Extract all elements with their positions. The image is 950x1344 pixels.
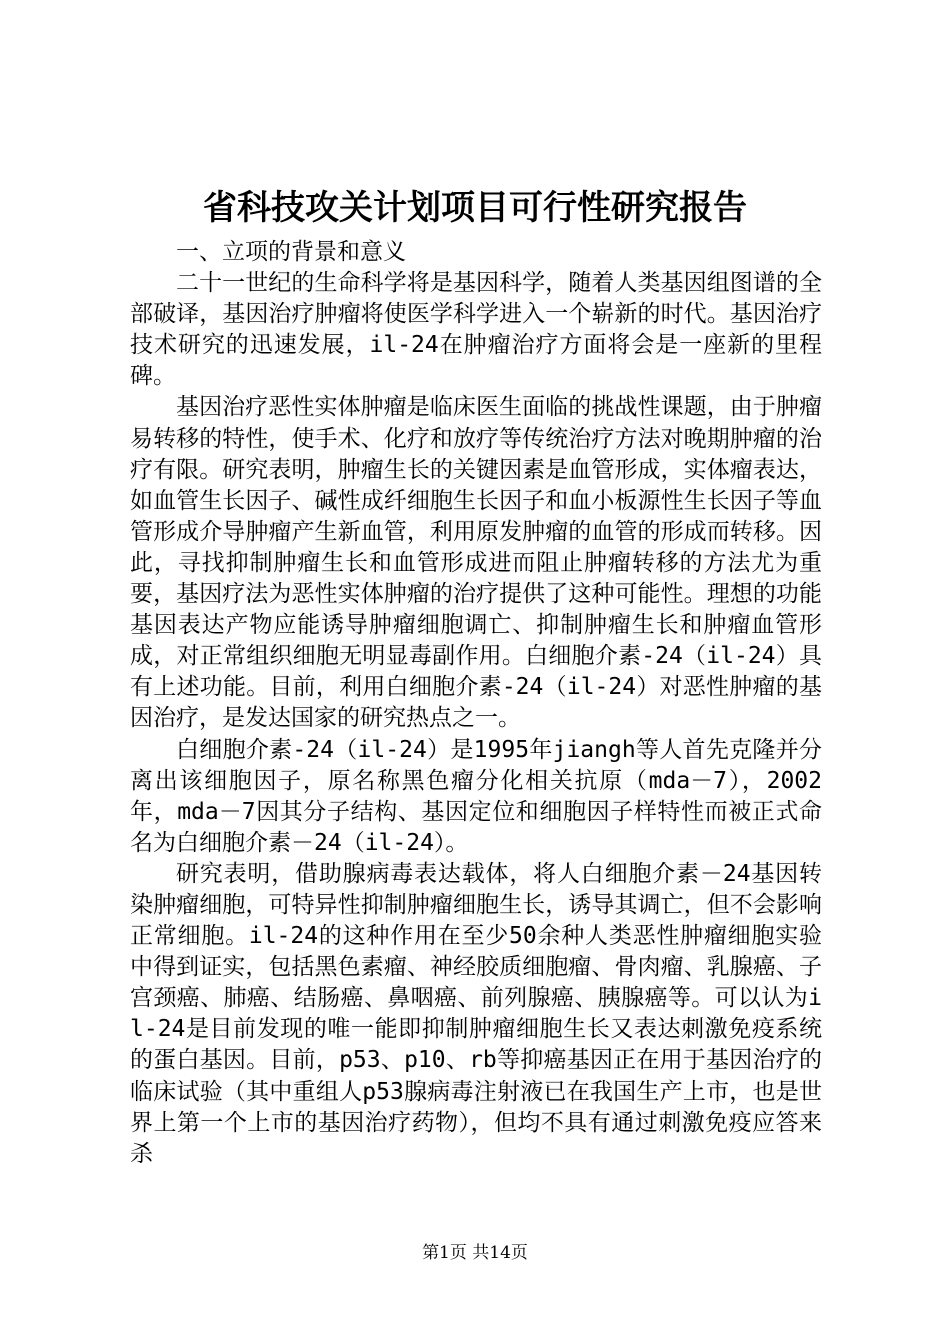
page-footer: 第1页 共14页 — [422, 1243, 528, 1263]
paragraph-1: 二十一世纪的生命科学将是基因科学，随着人类基因组图谱的全部破译，基因治疗肿瘤将使医学科学进入一个崭新的时代。基因治疗技术研究的迅速发展，il-24在肿瘤治疗方面将会是一座新的里程碑。 — [130, 270, 822, 390]
section-heading: 一、立项的背景和意义 — [176, 239, 406, 265]
paragraph-4: 研究表明，借助腺病毒表达载体，将人白细胞介素－24基因转染肿瘤细胞，可特异性抑制肿瘤细胞生长，诱导其调亡，但不会影响正常细胞。il-24的这种作用在至少50余种人类恶性肿瘤细胞实验中得到证实，包括黑色素瘤、神经胶质细胞瘤、骨肉瘤、乳腺癌、子宫颈癌、肺癌、结肠癌、鼻咽癌、前列腺癌、胰腺癌等。可以认为il-24是目前发现的唯一能即抑制肿瘤细胞生长又表达刺激免疫系统的蛋白基因。目前，p53、p10、rb等抑癌基因正在用于基因治疗的临床试验（其中重组人p53腺病毒注射液已在我国生产上市，也是世界上第一个上市的基因治疗药物），但均不具有通过刺激免疫应答来杀 — [130, 860, 822, 1167]
paragraph-2: 基因治疗恶性实体肿瘤是临床医生面临的挑战性课题，由于肿瘤易转移的特性，使手术、化疗和放疗等传统治疗方法对晚期肿瘤的治疗有限。研究表明，肿瘤生长的关键因素是血管形成，实体瘤表达，如血管生长因子、碱性成纤细胞生长因子和血小板源性生长因子等血管形成介导肿瘤产生新血管，利用原发肿瘤的血管的形成而转移。因此，寻找抑制肿瘤生长和血管形成进而阻止肿瘤转移的方法尤为重要，基因疗法为恶性实体肿瘤的治疗提供了这种可能性。理想的功能基因表达产物应能诱导肿瘤细胞调亡、抑制肿瘤生长和肿瘤血管形成，对正常组织细胞无明显毒副作用。白细胞介素-24（il-24）具有上述功能。目前，利用白细胞介素-24（il-24）对恶性肿瘤的基因治疗，是发达国家的研究热点之一。 — [130, 394, 822, 732]
paragraph-3: 白细胞介素-24（il-24）是1995年jiangh等人首先克隆并分离出该细胞因子，原名称黑色瘤分化相关抗原（mda－7），2002年，mda－7因其分子结构、基因定位和细胞因子样特性而被正式命名为白细胞介素－24（il-24）。 — [130, 736, 822, 856]
document-body — [130, 237, 822, 1170]
document-title: 省科技攻关计划项目可行性研究报告 — [203, 188, 747, 228]
